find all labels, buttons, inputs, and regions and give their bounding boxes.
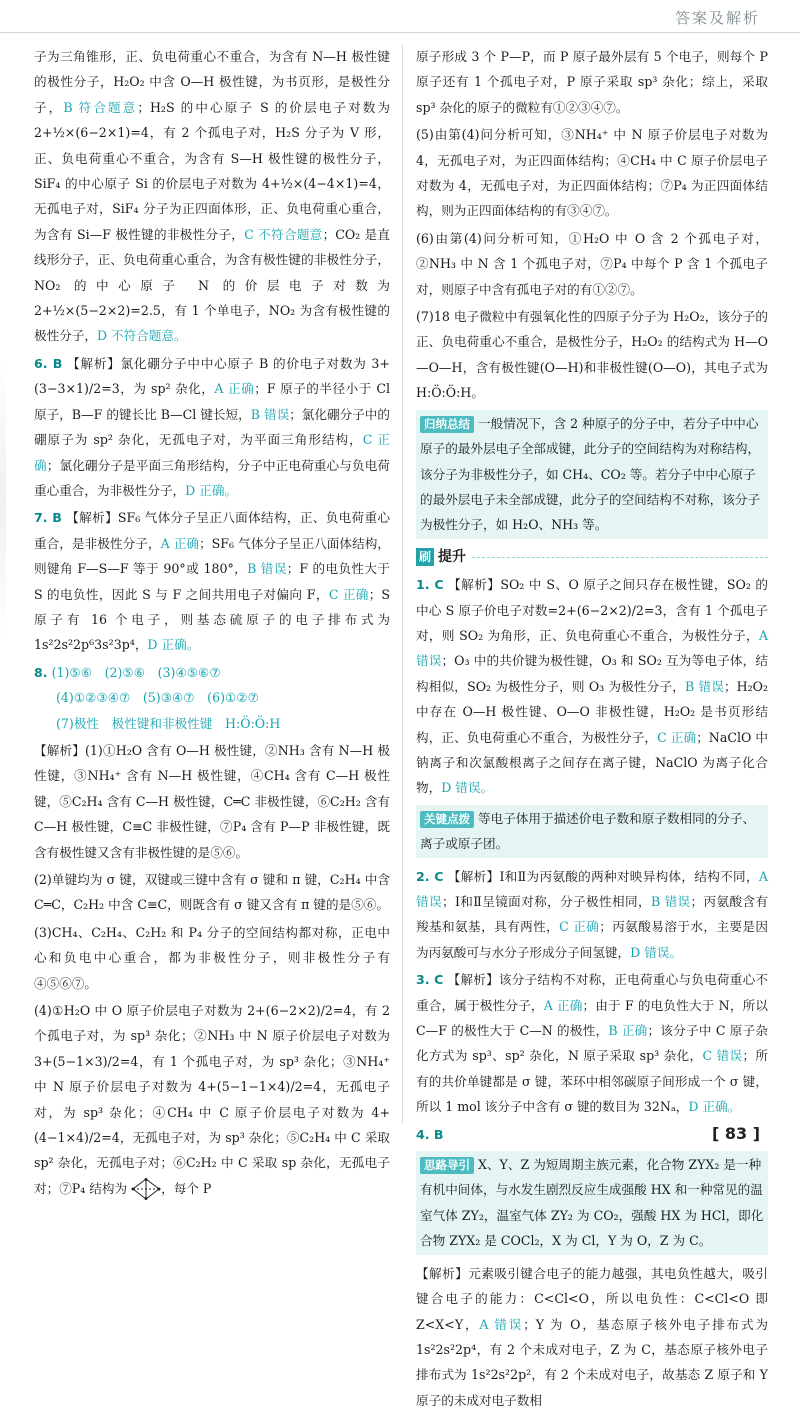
q6-answer: 6. B 【解析】氯化硼分子中中心原子 B 的价电子对数为 3+(3−3×1)/2=3，为 sp² 杂化，A 正确；F 原子的半径小于 Cl 原子，B—F 的键长比 B—Cl 键长短，B 错误；氯化硼分子中的硼原子为 sp² 杂化，无孤电子对，为平面三角形结构，C 正确；氯化硼分子是平面三角形结构，分子中正电荷重心与负电荷重心重合，为非极性分子，D 正确。: [34, 355, 390, 498]
section-rule: [472, 557, 768, 558]
section-title: 提升: [438, 548, 467, 565]
scan-shadow: [0, 360, 6, 640]
q8-analysis-2: (2)单键均为 σ 键，双键或三键中含有 σ 键和 π 键，C₂H₄ 中含 C═C，C₂H₂ 中含 C≡C，则既含有 σ 键又含有 π 键的是⑤⑥。: [34, 872, 390, 913]
column-divider: [402, 44, 403, 1124]
q7-answer: 7. B 【解析】SF₆ 气体分子呈正八面体结构，正、负电荷重心重合，是非极性分子，A 正确；SF₆ 气体分子呈正八面体结构，则键角 F—S—F 等于 90°或 180°，B 错误；F 的电负性大于 S 的电负性，因此 S 与 F 之间共用电子对偏向 F，C 正确；S 原子有 16 个电子，则基态硫原子的电子排布式为 1s²2s²2p⁶3s²3p⁴，D 正确。: [34, 510, 390, 653]
header-rule: [0, 32, 800, 33]
q8-analysis-5: (5)由第(4)问分析可知，③NH₄⁺ 中 N 原子价层电子对数为 4，无孤电子对，为正四面体结构；④CH₄ 中 C 原子价层电子对数为 4，无孤电子对，为正四面体结构；⑦P₄ 为正四面体结构，则为正四面体结构的有③④⑦。: [416, 127, 768, 219]
improve-q4-analysis: 【解析】元素吸引键合电子的能力越强，其电负性越大，吸引键合电子的能力：C<Cl<O，所以电负性：C<Cl<O 即 Z<X<Y，A 错误；Y 为 O，基态原子核外电子排布式为 1s²2s²2p⁴，有 2 个未成对电子，Z 为 C，基态原子核外电子排布式为 1s²2s²2p²，有 2 个未成对电子，故基态 Z 原子和 Y 原子的未成对电子数相: [416, 1265, 768, 1408]
q5-continued: 子为三角锥形，正、负电荷重心不重合，为含有 N—H 极性键的极性分子，H₂O₂ 中含 O—H 极性键，为书页形，是极性分子，B 符合题意；H₂S 的中心原子 S 的价层电子对数为 2+½×(6−2×1)=4，有 2 个孤电子对，H₂S 分子为 V 形，正、负电荷重心不重合，为含有 S—H 极性键的极性分子，SiF₄ 的中心原子 Si 的价层电子对数为 4+½×(4−4×1)=4，无孤电子对，SiF₄ 分子为正四面体形，正、负电荷重心重合，为含有 Si—F 极性键的非极性分子，C 不符合题意；CO₂ 是直线形分子，正、负电荷重心重合，为含有极性键的非极性分子，NO₂ 的中心原子 N 的价层电子对数为 2+½×(5−2×2)=2.5，有 1 个单电子，NO₂ 为含有极性键的极性分子，D 不符合题意。: [34, 49, 391, 344]
q8-analysis-6: (6)由第(4)问分析可知，①H₂O 中 O 含 2 个孤电子对，②NH₃ 中 N 含 1 个孤电子对，⑦P₄ 中每个 P 含 1 个孤电子对，则原子中含有孤电子对的有①②⑦。: [416, 230, 768, 297]
p4-structure-icon: [131, 1178, 161, 1200]
page-number: [ 83 ]: [711, 1123, 760, 1143]
q8-analysis-7: (7)18 电子微粒中有强氧化性的四原子分子为 H₂O₂，该分子的正、负电荷重心不重合，是极性分子，H₂O₂ 的结构式为 H—O—O—H，含有极性键(O—H)和非极性键(O—O)，其电子式为 H:Ö:Ö:H。: [416, 309, 768, 401]
q8-analysis-3: (3)CH₄、C₂H₄、C₂H₂ 和 P₄ 分子的空间结构都对称，正电中心和负电中心重合，都为非极性分子，则非极性分子有④⑤⑥⑦。: [34, 924, 390, 991]
q8-answers: 8. (1)⑤⑥ (2)⑤⑥ (3)④⑤⑥⑦ (4)①②③④⑦ (5)③④⑦ (6)①②⑦ (7)极性 极性键和非极性键 H:Ö:Ö:H: [34, 664, 281, 731]
q8-analysis-4-continued: 原子形成 3 个 P—P，而 P 原子最外层有 5 个电子，则每个 P 原子还有 1 个孤电子对，P 原子采取 sp³ 杂化；综上，采取 sp³ 杂化的原子的微粒有①②③④⑦。: [416, 49, 768, 115]
page-header-title: 答案及解析: [674, 9, 760, 27]
q8-analysis-4: (4)①H₂O 中 O 原子价层电子对数为 2+(6−2×2)/2=4，有 2 个孤电子对，为 sp³ 杂化；②NH₃ 中 N 原子价层电子对数为 3+(5−1×3)/2=4，有 1 个孤电子对，为 sp³ 杂化；③NH₄⁺ 中 N 原子价层电子对数为 4+(5−1−1×4)/2=4，无孤电子对，为 sp³ 杂化；④CH₄ 中 C 原子价层电子对数为 4+(4−1×4)/2=4，无孤电子对，为 sp³ 杂化；⑤C₂H₄ 中 C 采取 sp² 杂化，无孤电子对；⑥C₂H₂ 中 C 采取 sp 杂化，无孤电子对；⑦P₄ 结构为 ，每个 P: [34, 998, 390, 1201]
thinking-guide-tag: 思路导引: [420, 1157, 474, 1174]
key-point-tag: 关键点拨: [420, 811, 474, 828]
summary-tag: 归纳总结: [420, 416, 474, 433]
improve-q1: 1. C 【解析】SO₂ 中 S、O 原子之间只存在极性键，SO₂ 的中心 S 原子价电子对数=2+(6−2×2)/2=3，含有 1 个孤电子对，则 SO₂ 为角形，正、负电荷重心不重合，为极性分子，A 错误；O₃ 中的共价键为极性键，O₃ 和 SO₂ 互为等电子体，结构相似，SO₂ 为极性分子，则 O₃ 为极性分子，B 错误；H₂O₂ 中存在 O—H 极性键、O—O 非极性键，H₂O₂ 是书页形结构，正、负电荷重心不重合，为极性分子，C 正确；NaClO 中钠离子和次氯酸根离子之间存在离子键，NaClO 为离子化合物，D 错误。: [416, 577, 769, 796]
improve-q4: 4. B: [416, 1126, 444, 1142]
improve-q2: 2. C 【解析】Ⅰ和Ⅱ为丙氨酸的两种对映异构体，结构不同，A 错误；Ⅰ和Ⅱ呈镜面对称，分子极性相同，B 错误；丙氨酸含有羧基和氨基，具有两性，C 正确；丙氨酸易溶于水，主要是因为丙氨酸可与水分子形成分子间氢键，D 错误。: [416, 868, 769, 960]
section-badge: 刷: [416, 548, 434, 566]
right-column: [416, 44, 768, 1415]
summary-box: 归纳总结 一般情况下，含 2 种原子的分子中，若分子中中心原子的最外层电子全部成键，此分子的空间结构为对称结构，该分子为非极性分子，如 CH₄、CO₂ 等。若分子中中心原子的最外层电子未全部成键，此分子的空间结构不对称，该分子为极性分子，如 H₂O、NH₃ 等。: [416, 410, 768, 539]
left-column: [34, 44, 390, 1203]
thinking-guide-box: 思路导引 X、Y、Z 为短周期主族元素，化合物 ZYX₂ 是一种有机中间体，与水发生剧烈反应生成强酸 HX 和一种常见的温室气体 ZY₂，温室气体 ZY₂ 为 CO₂，强酸 HX 为 HCl，即化合物 ZYX₂ 是 COCl₂，X 为 Cl，Y 为 O，Z 为 C。: [416, 1151, 768, 1255]
section-header-improve: [416, 545, 768, 570]
improve-q3: 3. C 【解析】该分子结构不对称，正电荷重心与负电荷重心不重合，属于极性分子，A 正确；由于 F 的电负性大于 N，所以 C—F 的极性大于 C—N 的极性，B 正确；该分子中 C 原子杂化方式为 sp³、sp² 杂化，N 原子采取 sp³ 杂化，C 错误；所有的共价单键都是 σ 键，苯环中相邻碳原子间形成一个 σ 键，所以 1 mol 该分子中含有 σ 键的数目为 32Nₐ，D 正确。: [416, 972, 768, 1115]
key-point-box: 关键点拨 等电子体用于描述价电子数和原子数相同的分子、离子或原子团。: [416, 805, 768, 858]
q8-analysis-1: 【解析】(1)①H₂O 含有 O—H 极性键，②NH₃ 含有 N—H 极性键，③NH₄⁺ 含有 N—H 极性键，④CH₄ 含有 C—H 极性键，⑤C₂H₄ 含有 C—H 极性键，C═C 非极性键，⑥C₂H₂ 含有 C—H 极性键，C≡C 非极性键，⑦P₄ 含有 P—P 非极性键，既含有极性键又含有非极性键的是⑤⑥。: [34, 742, 390, 860]
